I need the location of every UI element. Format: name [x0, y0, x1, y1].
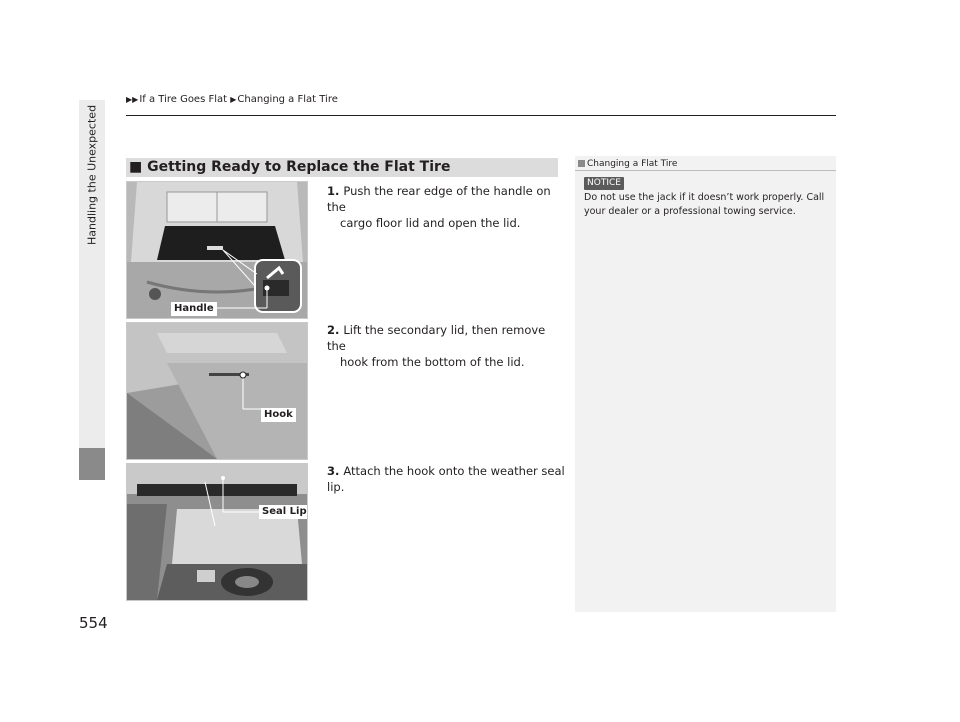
seal-lip-illustration	[127, 464, 307, 600]
step-3-text-line-1: Attach the hook onto the weather seal lip.	[327, 464, 565, 494]
notice-text-line-2: your dealer or a professional towing service.	[584, 206, 796, 217]
seal-lip-callout: Seal Lip	[259, 505, 308, 519]
notes-title-text[interactable]: Changing a Flat Tire	[587, 159, 678, 169]
breadcrumb-arrow-icon: ▶▶	[126, 95, 139, 104]
breadcrumb-current[interactable]: Changing a Flat Tire	[237, 94, 338, 105]
notes-panel	[575, 156, 836, 612]
step-2-text-line-1: Lift the secondary lid, then remove the	[327, 323, 546, 353]
notice-badge: NOTICE	[584, 177, 624, 190]
section-marker-icon: ■	[129, 159, 143, 175]
cargo-floor-photo	[126, 181, 308, 319]
step-3-number: 3.	[327, 464, 340, 478]
breadcrumb	[126, 94, 338, 105]
notice-text-line-1: Do not use the jack if it doesn’t work properly. Call	[584, 192, 825, 203]
secondary-lid-photo	[126, 322, 308, 460]
step-2-text-line-2: hook from the bottom of the lid.	[340, 355, 525, 369]
step-2-number: 2.	[327, 323, 340, 337]
breadcrumb-parent[interactable]: If a Tire Goes Flat	[139, 94, 228, 105]
note-reference-icon	[578, 160, 585, 167]
secondary-lid-illustration	[127, 323, 307, 459]
cargo-floor-illustration	[127, 182, 307, 318]
header-rule	[126, 115, 836, 116]
breadcrumb-arrow-icon: ▶	[230, 95, 237, 104]
notice-text	[584, 191, 829, 219]
step-1-text-line-1: Push the rear edge of the handle on the	[327, 184, 551, 214]
section-title	[126, 158, 558, 177]
step-1-text-line-2: cargo floor lid and open the lid.	[340, 216, 521, 230]
step-2	[327, 322, 562, 370]
handle-callout: Handle	[171, 302, 217, 316]
notes-title	[578, 159, 677, 169]
seal-lip-photo	[126, 463, 308, 601]
step-1-number: 1.	[327, 184, 340, 198]
page-number: 554	[79, 614, 108, 632]
notes-rule	[575, 170, 836, 171]
step-1	[327, 183, 562, 231]
step-3	[327, 463, 567, 495]
section-title-text: Getting Ready to Replace the Flat Tire	[147, 159, 451, 175]
chapter-tab-label: Handling the Unexpected	[85, 105, 99, 246]
chapter-tab-marker	[79, 448, 105, 480]
hook-callout: Hook	[261, 408, 296, 422]
